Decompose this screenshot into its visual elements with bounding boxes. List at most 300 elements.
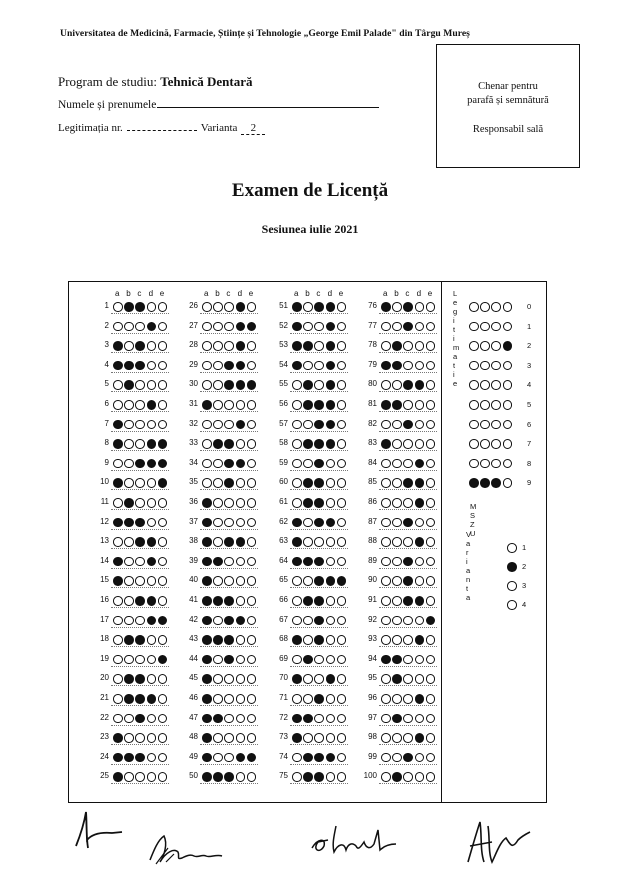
answer-bubble[interactable] — [337, 400, 347, 410]
answer-bubble[interactable] — [392, 400, 402, 410]
answer-bubble[interactable] — [326, 302, 336, 312]
answer-bubble[interactable] — [381, 302, 391, 312]
answer-bubble[interactable] — [292, 302, 302, 312]
answer-bubble[interactable] — [135, 322, 145, 332]
answer-bubble[interactable] — [392, 361, 402, 371]
answer-bubble[interactable] — [314, 596, 324, 606]
answer-bubble[interactable] — [403, 498, 413, 508]
answer-bubble[interactable] — [113, 635, 123, 645]
answer-bubble[interactable] — [135, 478, 145, 488]
answer-bubble[interactable] — [415, 302, 425, 312]
legitimatie-bubble[interactable] — [503, 380, 513, 390]
answer-bubble[interactable] — [236, 772, 246, 782]
answer-bubble[interactable] — [314, 635, 324, 645]
answer-bubble[interactable] — [426, 302, 436, 312]
answer-bubble[interactable] — [124, 498, 134, 508]
answer-bubble[interactable] — [213, 400, 223, 410]
answer-bubble[interactable] — [403, 733, 413, 743]
answer-bubble[interactable] — [381, 380, 391, 390]
answer-bubble[interactable] — [135, 380, 145, 390]
answer-bubble[interactable] — [326, 576, 336, 586]
answer-bubble[interactable] — [381, 322, 391, 332]
answer-bubble[interactable] — [303, 616, 313, 626]
answer-bubble[interactable] — [392, 439, 402, 449]
answer-bubble[interactable] — [224, 616, 234, 626]
answer-bubble[interactable] — [213, 674, 223, 684]
answer-bubble[interactable] — [158, 439, 168, 449]
answer-bubble[interactable] — [292, 400, 302, 410]
legitimatie-bubble[interactable] — [491, 341, 501, 351]
answer-bubble[interactable] — [124, 478, 134, 488]
answer-bubble[interactable] — [124, 616, 134, 626]
answer-bubble[interactable] — [303, 478, 313, 488]
answer-bubble[interactable] — [303, 694, 313, 704]
answer-bubble[interactable] — [381, 753, 391, 763]
answer-bubble[interactable] — [135, 537, 145, 547]
answer-bubble[interactable] — [236, 694, 246, 704]
answer-bubble[interactable] — [392, 478, 402, 488]
answer-bubble[interactable] — [135, 439, 145, 449]
answer-bubble[interactable] — [381, 772, 391, 782]
answer-bubble[interactable] — [213, 537, 223, 547]
answer-bubble[interactable] — [135, 635, 145, 645]
answer-bubble[interactable] — [403, 518, 413, 528]
answer-bubble[interactable] — [113, 537, 123, 547]
answer-bubble[interactable] — [113, 596, 123, 606]
answer-bubble[interactable] — [147, 733, 157, 743]
answer-bubble[interactable] — [224, 302, 234, 312]
answer-bubble[interactable] — [236, 341, 246, 351]
answer-bubble[interactable] — [292, 439, 302, 449]
answer-bubble[interactable] — [113, 616, 123, 626]
answer-bubble[interactable] — [303, 498, 313, 508]
answer-bubble[interactable] — [213, 380, 223, 390]
answer-bubble[interactable] — [113, 459, 123, 469]
legitimatie-bubble[interactable] — [469, 322, 479, 332]
answer-bubble[interactable] — [426, 733, 436, 743]
legitimatie-bubble[interactable] — [480, 420, 490, 430]
answer-bubble[interactable] — [113, 420, 123, 430]
legitimatie-bubble[interactable] — [503, 478, 513, 488]
answer-bubble[interactable] — [337, 341, 347, 351]
answer-bubble[interactable] — [202, 361, 212, 371]
answer-bubble[interactable] — [314, 302, 324, 312]
answer-bubble[interactable] — [224, 439, 234, 449]
answer-bubble[interactable] — [337, 694, 347, 704]
answer-bubble[interactable] — [224, 537, 234, 547]
answer-bubble[interactable] — [124, 596, 134, 606]
answer-bubble[interactable] — [303, 635, 313, 645]
answer-bubble[interactable] — [314, 498, 324, 508]
answer-bubble[interactable] — [415, 537, 425, 547]
answer-bubble[interactable] — [426, 439, 436, 449]
legitimatie-bubble[interactable] — [469, 400, 479, 410]
answer-bubble[interactable] — [292, 478, 302, 488]
answer-bubble[interactable] — [213, 596, 223, 606]
answer-bubble[interactable] — [326, 674, 336, 684]
answer-bubble[interactable] — [202, 459, 212, 469]
answer-bubble[interactable] — [236, 439, 246, 449]
answer-bubble[interactable] — [303, 596, 313, 606]
answer-bubble[interactable] — [392, 557, 402, 567]
answer-bubble[interactable] — [224, 498, 234, 508]
answer-bubble[interactable] — [147, 694, 157, 704]
answer-bubble[interactable] — [314, 576, 324, 586]
answer-bubble[interactable] — [147, 674, 157, 684]
answer-bubble[interactable] — [392, 537, 402, 547]
answer-bubble[interactable] — [381, 733, 391, 743]
varianta-bubble[interactable] — [507, 543, 517, 553]
answer-bubble[interactable] — [303, 655, 313, 665]
answer-bubble[interactable] — [124, 459, 134, 469]
answer-bubble[interactable] — [213, 635, 223, 645]
answer-bubble[interactable] — [426, 537, 436, 547]
answer-bubble[interactable] — [147, 772, 157, 782]
answer-bubble[interactable] — [124, 714, 134, 724]
answer-bubble[interactable] — [202, 439, 212, 449]
answer-bubble[interactable] — [381, 341, 391, 351]
answer-bubble[interactable] — [381, 655, 391, 665]
answer-bubble[interactable] — [158, 733, 168, 743]
answer-bubble[interactable] — [135, 596, 145, 606]
answer-bubble[interactable] — [147, 380, 157, 390]
answer-bubble[interactable] — [213, 322, 223, 332]
legitimatie-bubble[interactable] — [491, 322, 501, 332]
answer-bubble[interactable] — [381, 694, 391, 704]
answer-bubble[interactable] — [381, 439, 391, 449]
answer-bubble[interactable] — [224, 714, 234, 724]
answer-bubble[interactable] — [303, 341, 313, 351]
answer-bubble[interactable] — [381, 557, 391, 567]
answer-bubble[interactable] — [202, 694, 212, 704]
answer-bubble[interactable] — [314, 616, 324, 626]
answer-bubble[interactable] — [392, 596, 402, 606]
answer-bubble[interactable] — [337, 596, 347, 606]
answer-bubble[interactable] — [202, 498, 212, 508]
answer-bubble[interactable] — [124, 361, 134, 371]
answer-bubble[interactable] — [326, 596, 336, 606]
answer-bubble[interactable] — [314, 714, 324, 724]
answer-bubble[interactable] — [202, 714, 212, 724]
answer-bubble[interactable] — [236, 478, 246, 488]
answer-bubble[interactable] — [303, 322, 313, 332]
answer-bubble[interactable] — [135, 674, 145, 684]
answer-bubble[interactable] — [213, 576, 223, 586]
answer-bubble[interactable] — [314, 478, 324, 488]
answer-bubble[interactable] — [202, 537, 212, 547]
answer-bubble[interactable] — [415, 674, 425, 684]
answer-bubble[interactable] — [202, 733, 212, 743]
answer-bubble[interactable] — [381, 714, 391, 724]
answer-bubble[interactable] — [224, 420, 234, 430]
answer-bubble[interactable] — [113, 380, 123, 390]
answer-bubble[interactable] — [213, 655, 223, 665]
answer-bubble[interactable] — [415, 341, 425, 351]
answer-bubble[interactable] — [147, 341, 157, 351]
answer-bubble[interactable] — [202, 772, 212, 782]
answer-bubble[interactable] — [147, 596, 157, 606]
answer-bubble[interactable] — [314, 439, 324, 449]
answer-bubble[interactable] — [381, 478, 391, 488]
answer-bubble[interactable] — [415, 596, 425, 606]
answer-bubble[interactable] — [113, 518, 123, 528]
legitimatie-bubble[interactable] — [469, 459, 479, 469]
answer-bubble[interactable] — [158, 498, 168, 508]
legitimatie-bubble[interactable] — [491, 380, 501, 390]
answer-bubble[interactable] — [135, 420, 145, 430]
answer-bubble[interactable] — [147, 498, 157, 508]
answer-bubble[interactable] — [113, 498, 123, 508]
answer-bubble[interactable] — [381, 400, 391, 410]
answer-bubble[interactable] — [236, 537, 246, 547]
answer-bubble[interactable] — [426, 400, 436, 410]
answer-bubble[interactable] — [314, 733, 324, 743]
legitimatie-bubble[interactable] — [503, 439, 513, 449]
legitimatie-bubble[interactable] — [480, 400, 490, 410]
legitimatie-bubble[interactable] — [469, 478, 479, 488]
answer-bubble[interactable] — [392, 518, 402, 528]
answer-bubble[interactable] — [403, 478, 413, 488]
answer-bubble[interactable] — [303, 733, 313, 743]
answer-bubble[interactable] — [415, 733, 425, 743]
legitimatie-bubble[interactable] — [469, 420, 479, 430]
answer-bubble[interactable] — [292, 459, 302, 469]
answer-bubble[interactable] — [202, 596, 212, 606]
answer-bubble[interactable] — [158, 537, 168, 547]
answer-bubble[interactable] — [236, 635, 246, 645]
answer-bubble[interactable] — [292, 380, 302, 390]
answer-bubble[interactable] — [202, 753, 212, 763]
answer-bubble[interactable] — [135, 616, 145, 626]
answer-bubble[interactable] — [135, 518, 145, 528]
answer-bubble[interactable] — [392, 753, 402, 763]
answer-bubble[interactable] — [124, 576, 134, 586]
answer-bubble[interactable] — [124, 772, 134, 782]
answer-bubble[interactable] — [381, 537, 391, 547]
answer-bubble[interactable] — [303, 674, 313, 684]
answer-bubble[interactable] — [202, 478, 212, 488]
answer-bubble[interactable] — [326, 478, 336, 488]
answer-bubble[interactable] — [415, 380, 425, 390]
answer-bubble[interactable] — [426, 341, 436, 351]
answer-bubble[interactable] — [247, 400, 257, 410]
answer-bubble[interactable] — [224, 694, 234, 704]
answer-bubble[interactable] — [113, 753, 123, 763]
answer-bubble[interactable] — [314, 341, 324, 351]
answer-bubble[interactable] — [403, 420, 413, 430]
legitimatie-bubble[interactable] — [480, 380, 490, 390]
answer-bubble[interactable] — [337, 439, 347, 449]
answer-bubble[interactable] — [392, 616, 402, 626]
answer-bubble[interactable] — [135, 400, 145, 410]
answer-bubble[interactable] — [314, 420, 324, 430]
answer-bubble[interactable] — [135, 498, 145, 508]
answer-bubble[interactable] — [303, 714, 313, 724]
answer-bubble[interactable] — [292, 753, 302, 763]
legitimatie-bubble[interactable] — [480, 322, 490, 332]
answer-bubble[interactable] — [303, 400, 313, 410]
answer-bubble[interactable] — [213, 557, 223, 567]
answer-bubble[interactable] — [224, 322, 234, 332]
answer-bubble[interactable] — [213, 518, 223, 528]
answer-bubble[interactable] — [236, 498, 246, 508]
answer-bubble[interactable] — [415, 400, 425, 410]
answer-bubble[interactable] — [202, 322, 212, 332]
answer-bubble[interactable] — [202, 674, 212, 684]
answer-bubble[interactable] — [147, 478, 157, 488]
answer-bubble[interactable] — [314, 518, 324, 528]
answer-bubble[interactable] — [326, 341, 336, 351]
answer-bubble[interactable] — [236, 302, 246, 312]
answer-bubble[interactable] — [213, 439, 223, 449]
answer-bubble[interactable] — [124, 439, 134, 449]
answer-bubble[interactable] — [381, 616, 391, 626]
answer-bubble[interactable] — [392, 655, 402, 665]
legitimatie-bubble[interactable] — [480, 361, 490, 371]
answer-bubble[interactable] — [303, 576, 313, 586]
answer-bubble[interactable] — [135, 694, 145, 704]
answer-bubble[interactable] — [303, 361, 313, 371]
answer-bubble[interactable] — [381, 576, 391, 586]
answer-bubble[interactable] — [224, 733, 234, 743]
answer-bubble[interactable] — [314, 772, 324, 782]
answer-bubble[interactable] — [202, 400, 212, 410]
answer-bubble[interactable] — [326, 400, 336, 410]
answer-bubble[interactable] — [124, 733, 134, 743]
legitimatie-bubble[interactable] — [469, 361, 479, 371]
answer-bubble[interactable] — [303, 557, 313, 567]
answer-bubble[interactable] — [113, 322, 123, 332]
answer-bubble[interactable] — [292, 518, 302, 528]
legitimatie-bubble[interactable] — [491, 400, 501, 410]
answer-bubble[interactable] — [326, 498, 336, 508]
answer-bubble[interactable] — [415, 576, 425, 586]
answer-bubble[interactable] — [135, 576, 145, 586]
answer-bubble[interactable] — [113, 733, 123, 743]
answer-bubble[interactable] — [113, 478, 123, 488]
answer-bubble[interactable] — [426, 635, 436, 645]
answer-bubble[interactable] — [292, 341, 302, 351]
answer-bubble[interactable] — [213, 772, 223, 782]
answer-bubble[interactable] — [403, 400, 413, 410]
answer-bubble[interactable] — [147, 400, 157, 410]
answer-bubble[interactable] — [213, 753, 223, 763]
answer-bubble[interactable] — [158, 341, 168, 351]
answer-bubble[interactable] — [292, 322, 302, 332]
answer-bubble[interactable] — [113, 772, 123, 782]
varianta-bubble[interactable] — [507, 600, 517, 610]
answer-bubble[interactable] — [326, 537, 336, 547]
answer-bubble[interactable] — [303, 518, 313, 528]
answer-bubble[interactable] — [392, 714, 402, 724]
answer-bubble[interactable] — [213, 341, 223, 351]
answer-bubble[interactable] — [158, 596, 168, 606]
legitimatie-bubble[interactable] — [480, 302, 490, 312]
answer-bubble[interactable] — [392, 302, 402, 312]
answer-bubble[interactable] — [213, 361, 223, 371]
answer-bubble[interactable] — [403, 341, 413, 351]
legitimatie-bubble[interactable] — [469, 380, 479, 390]
answer-bubble[interactable] — [236, 400, 246, 410]
answer-bubble[interactable] — [247, 498, 257, 508]
answer-bubble[interactable] — [403, 635, 413, 645]
answer-bubble[interactable] — [224, 380, 234, 390]
answer-bubble[interactable] — [113, 576, 123, 586]
answer-bubble[interactable] — [314, 380, 324, 390]
answer-bubble[interactable] — [303, 459, 313, 469]
answer-bubble[interactable] — [403, 772, 413, 782]
answer-bubble[interactable] — [135, 733, 145, 743]
answer-bubble[interactable] — [426, 498, 436, 508]
legitimatie-bubble[interactable] — [469, 302, 479, 312]
answer-bubble[interactable] — [213, 498, 223, 508]
answer-bubble[interactable] — [292, 616, 302, 626]
answer-bubble[interactable] — [392, 498, 402, 508]
answer-bubble[interactable] — [292, 655, 302, 665]
answer-bubble[interactable] — [247, 341, 257, 351]
answer-bubble[interactable] — [124, 537, 134, 547]
answer-bubble[interactable] — [403, 616, 413, 626]
answer-bubble[interactable] — [124, 322, 134, 332]
answer-bubble[interactable] — [224, 478, 234, 488]
answer-bubble[interactable] — [202, 341, 212, 351]
answer-bubble[interactable] — [337, 537, 347, 547]
answer-bubble[interactable] — [202, 557, 212, 567]
answer-bubble[interactable] — [124, 635, 134, 645]
legitimatie-bubble[interactable] — [469, 341, 479, 351]
answer-bubble[interactable] — [403, 302, 413, 312]
answer-bubble[interactable] — [147, 439, 157, 449]
answer-bubble[interactable] — [113, 714, 123, 724]
answer-bubble[interactable] — [158, 694, 168, 704]
answer-bubble[interactable] — [224, 635, 234, 645]
answer-bubble[interactable] — [337, 733, 347, 743]
answer-bubble[interactable] — [124, 655, 134, 665]
answer-bubble[interactable] — [224, 576, 234, 586]
answer-bubble[interactable] — [113, 302, 123, 312]
answer-bubble[interactable] — [147, 302, 157, 312]
legitimatie-bubble[interactable] — [503, 400, 513, 410]
answer-bubble[interactable] — [403, 674, 413, 684]
answer-bubble[interactable] — [236, 576, 246, 586]
answer-bubble[interactable] — [124, 420, 134, 430]
answer-bubble[interactable] — [202, 302, 212, 312]
legitimatie-bubble[interactable] — [469, 439, 479, 449]
answer-bubble[interactable] — [392, 459, 402, 469]
answer-bubble[interactable] — [292, 498, 302, 508]
answer-bubble[interactable] — [202, 380, 212, 390]
answer-bubble[interactable] — [247, 302, 257, 312]
answer-bubble[interactable] — [113, 341, 123, 351]
answer-bubble[interactable] — [381, 518, 391, 528]
answer-bubble[interactable] — [147, 635, 157, 645]
answer-bubble[interactable] — [326, 733, 336, 743]
answer-bubble[interactable] — [202, 616, 212, 626]
answer-bubble[interactable] — [135, 772, 145, 782]
answer-bubble[interactable] — [158, 635, 168, 645]
answer-bubble[interactable] — [303, 753, 313, 763]
answer-bubble[interactable] — [381, 635, 391, 645]
answer-bubble[interactable] — [124, 380, 134, 390]
answer-bubble[interactable] — [247, 439, 257, 449]
legitimatie-bubble[interactable] — [491, 302, 501, 312]
answer-bubble[interactable] — [303, 439, 313, 449]
legitimatie-bubble[interactable] — [503, 302, 513, 312]
answer-bubble[interactable] — [292, 674, 302, 684]
legitimatie-bubble[interactable] — [480, 478, 490, 488]
answer-bubble[interactable] — [292, 557, 302, 567]
answer-bubble[interactable] — [247, 635, 257, 645]
